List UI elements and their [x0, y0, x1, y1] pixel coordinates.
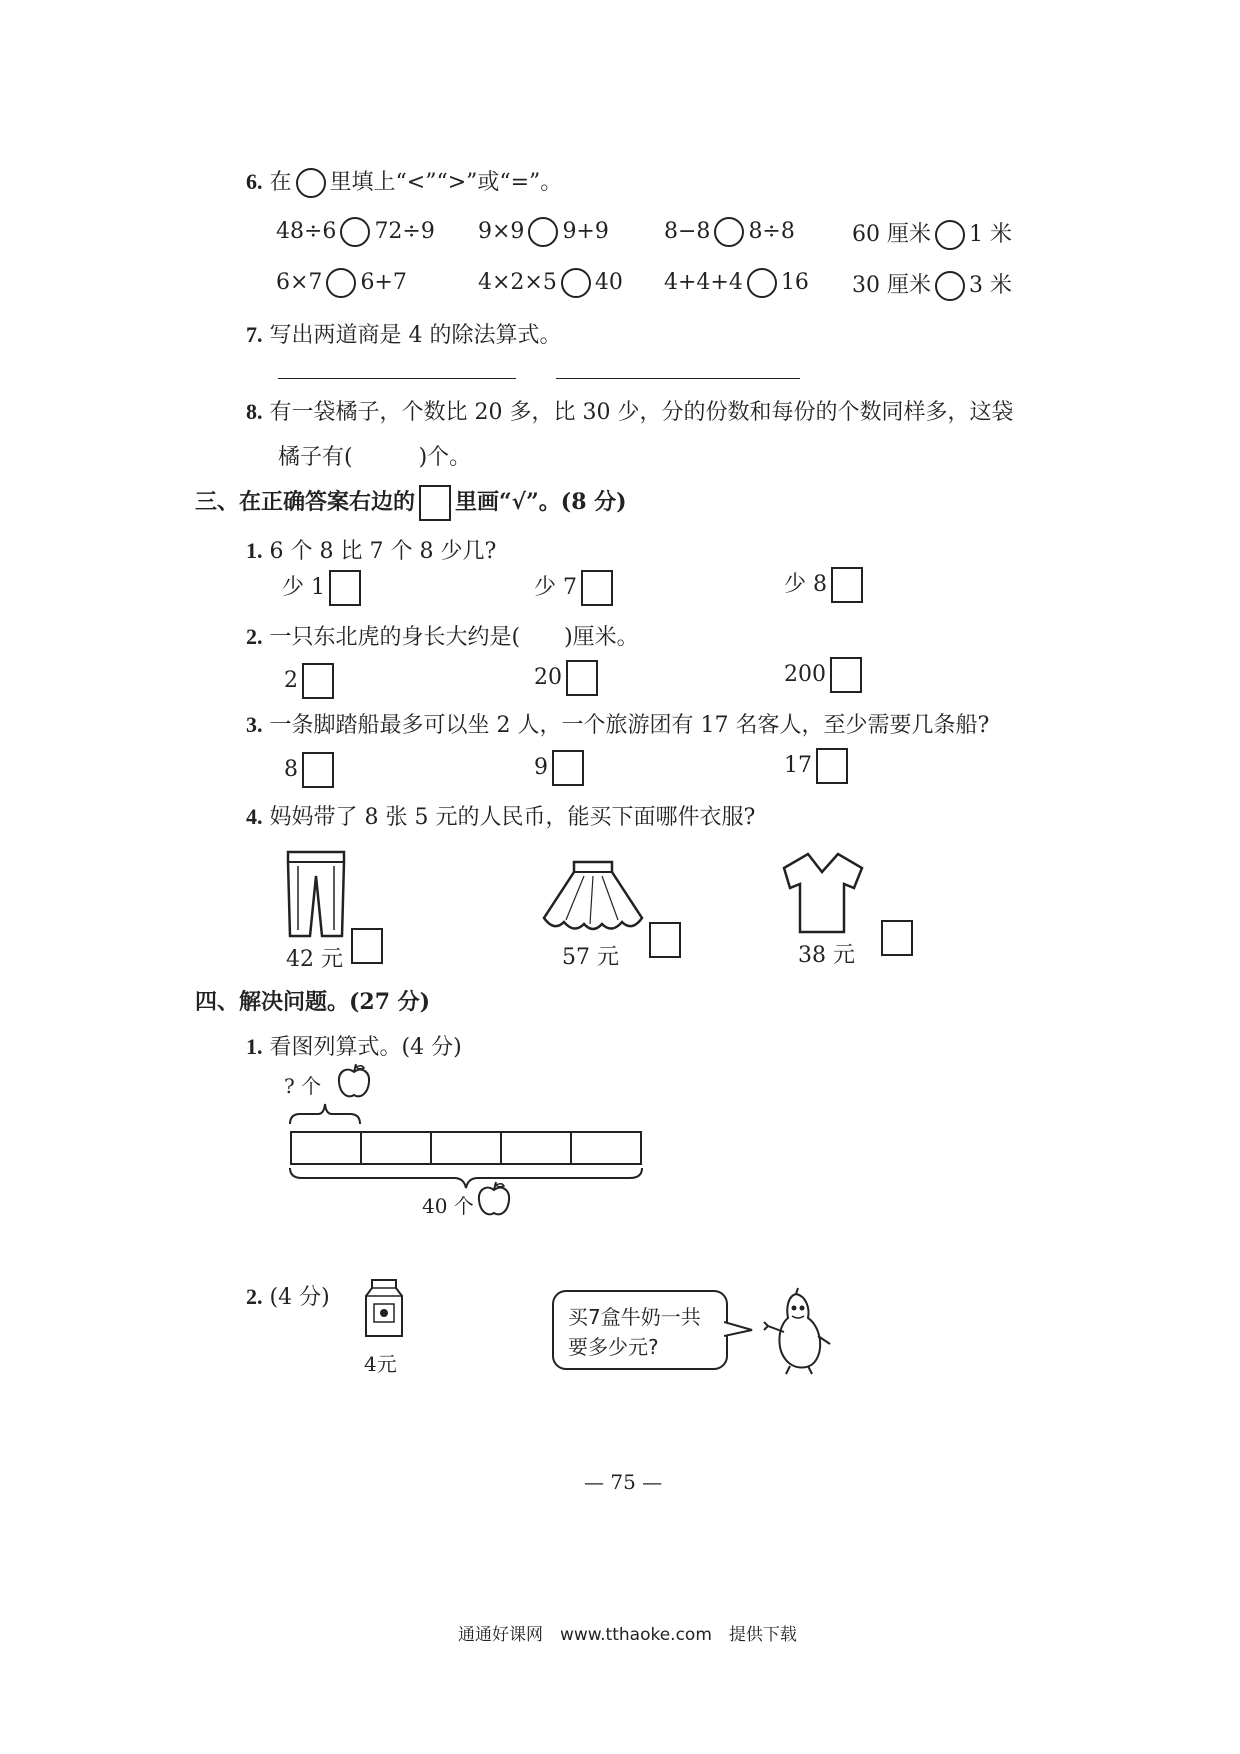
diagram-bottom-label: 40 个 [422, 1194, 474, 1218]
q8-line2: 橘子有( )个。 [278, 445, 472, 470]
q6-row1-item4 [852, 217, 1012, 250]
answer-circle[interactable] [561, 268, 591, 298]
s3-q3-text: 一条脚踏船最多可以坐 2 人，一个旅游团有 17 名客人，至少需要几条船? [269, 713, 990, 738]
bar-segment-5 [570, 1131, 642, 1165]
compare-right: 3 米 [969, 273, 1012, 298]
q6-row1-item3 [664, 217, 795, 247]
q6-number: 6. [246, 169, 263, 194]
q6-row1-item2 [478, 217, 609, 247]
milk-price: 4元 [364, 1352, 397, 1376]
pants-price-option [286, 942, 383, 978]
answer-box[interactable] [831, 567, 863, 603]
answer-box[interactable] [816, 748, 848, 784]
answer-line-1[interactable] [278, 378, 516, 379]
compare-right: 72÷9 [374, 219, 435, 244]
answer-circle[interactable] [528, 217, 558, 247]
bar-segment-4 [500, 1131, 572, 1165]
answer-box[interactable] [566, 660, 598, 696]
diagram-top-label: ? 个 [284, 1074, 322, 1098]
option-label: 17 [784, 753, 812, 778]
cartoon-character-icon [762, 1286, 834, 1376]
section4-title: 四、解决问题。(27 分) [195, 989, 431, 1015]
answer-circle[interactable] [714, 217, 744, 247]
s3-q4-number: 4. [246, 804, 263, 829]
s3-q3-option-2 [534, 750, 584, 786]
section3-title [195, 485, 627, 521]
speech-bubble: 买7盒牛奶一共要多少元? [552, 1290, 728, 1370]
option-label: 57 元 [562, 945, 619, 970]
bottom-brace [288, 1166, 644, 1192]
compare-left: 30 厘米 [852, 273, 931, 298]
answer-circle[interactable] [935, 271, 965, 301]
option-label: 38 元 [798, 943, 855, 968]
compare-right: 40 [594, 270, 623, 295]
checkbox-icon [419, 485, 451, 521]
s3-q1-option-2 [534, 570, 613, 606]
q6-row2-item4 [852, 268, 1012, 301]
s3-q1-option-3 [784, 567, 863, 603]
option-label: 20 [534, 665, 562, 690]
compare-left: 9×9 [478, 219, 525, 244]
bubble-tail [724, 1318, 754, 1340]
option-label: 少 8 [784, 572, 827, 597]
s4-q2-prompt [246, 1280, 330, 1311]
answer-box[interactable] [302, 663, 334, 699]
q7-text: 写出两道商是 4 的除法算式。 [269, 323, 562, 348]
s4-q2-points: (4 分) [269, 1285, 330, 1310]
answer-circle[interactable] [935, 220, 965, 250]
s3-q2-option-1 [284, 663, 334, 699]
s3-q1-number: 1. [246, 538, 263, 563]
option-label: 9 [534, 755, 548, 780]
compare-left: 48÷6 [276, 219, 337, 244]
answer-line-2[interactable] [556, 378, 800, 379]
q8-line1: 有一袋橘子，个数比 20 多，比 30 少，分的份数和每份的个数同样多，这袋 [269, 400, 1014, 425]
s4-q2-number: 2. [246, 1284, 263, 1309]
bar-segment-2 [360, 1131, 432, 1165]
q6-row2-item1 [276, 268, 407, 298]
s3-q3-number: 3. [246, 712, 263, 737]
s3-q2-option-2 [534, 660, 598, 696]
bar-segment-3 [430, 1131, 502, 1165]
s4-q1-text: 看图列算式。(4 分) [269, 1035, 462, 1060]
shirt-price-option [798, 938, 913, 974]
footer-text: 通通好课网 www.tthaoke.com 提供下载 [458, 1625, 797, 1645]
compare-left: 4+4+4 [664, 270, 743, 295]
s3-q1-text: 6 个 8 比 7 个 8 少几? [269, 539, 497, 564]
compare-right: 6+7 [360, 270, 407, 295]
section3-title-after: 里画“√”。(8 分) [455, 489, 627, 515]
compare-left: 8−8 [664, 219, 711, 244]
answer-box[interactable] [302, 752, 334, 788]
option-label: 2 [284, 668, 298, 693]
answer-box[interactable] [351, 928, 383, 964]
s3-q2-option-3 [784, 657, 862, 693]
s4-q1-prompt [246, 1030, 462, 1061]
q7-number: 7. [246, 322, 263, 347]
compare-right: 16 [780, 270, 809, 295]
s3-q2-number: 2. [246, 624, 263, 649]
apple-icon [476, 1180, 512, 1218]
s3-q2-prompt [246, 620, 639, 651]
option-label: 少 1 [282, 575, 325, 600]
q6-row1-item1 [276, 217, 435, 247]
top-brace [288, 1100, 362, 1126]
page-number: — 75 — [584, 1470, 663, 1494]
q6-row2-item3 [664, 268, 809, 298]
apple-icon [336, 1062, 372, 1100]
shirt-icon [782, 850, 864, 934]
s3-q2-text: 一只东北虎的身长大约是( )厘米。 [269, 625, 639, 650]
q8-number: 8. [246, 399, 263, 424]
q6-row2-item2 [478, 268, 623, 298]
option-label: 8 [284, 757, 298, 782]
answer-circle[interactable] [340, 217, 370, 247]
compare-right: 9+9 [562, 219, 609, 244]
compare-right: 1 米 [969, 222, 1012, 247]
option-label: 42 元 [286, 947, 343, 972]
answer-circle[interactable] [747, 268, 777, 298]
bar-segment-1 [290, 1131, 362, 1165]
s3-q1-option-1 [282, 570, 361, 606]
answer-box[interactable] [581, 570, 613, 606]
compare-left: 60 厘米 [852, 222, 931, 247]
q6-text-after: 里填上“<”“>”或“=”。 [329, 170, 563, 195]
answer-circle[interactable] [326, 268, 356, 298]
circle-icon [296, 168, 326, 198]
compare-left: 4×2×5 [478, 270, 557, 295]
skirt-price-option [562, 940, 681, 976]
pants-icon [284, 850, 348, 938]
s3-q4-text: 妈妈带了 8 张 5 元的人民币，能买下面哪件衣服? [269, 805, 756, 830]
answer-box[interactable] [329, 570, 361, 606]
answer-box[interactable] [649, 922, 681, 958]
milk-box-icon [362, 1278, 406, 1338]
s3-q3-prompt [246, 708, 989, 739]
s3-q4-prompt [246, 800, 755, 831]
compare-right: 8÷8 [748, 219, 795, 244]
option-label: 少 7 [534, 575, 577, 600]
skirt-icon [538, 858, 648, 936]
q8-prompt [246, 395, 1013, 426]
answer-box[interactable] [830, 657, 862, 693]
answer-box[interactable] [881, 920, 913, 956]
answer-box[interactable] [552, 750, 584, 786]
q7-prompt [246, 318, 561, 349]
s4-q1-number: 1. [246, 1034, 263, 1059]
s3-q1-prompt [246, 534, 496, 565]
q6-text-before: 在 [269, 170, 292, 195]
compare-left: 6×7 [276, 270, 323, 295]
q6-prompt [246, 165, 562, 198]
option-label: 200 [784, 662, 826, 687]
section3-title-before: 三、在正确答案右边的 [195, 489, 416, 515]
s3-q3-option-1 [284, 752, 334, 788]
s3-q3-option-3 [784, 748, 848, 784]
